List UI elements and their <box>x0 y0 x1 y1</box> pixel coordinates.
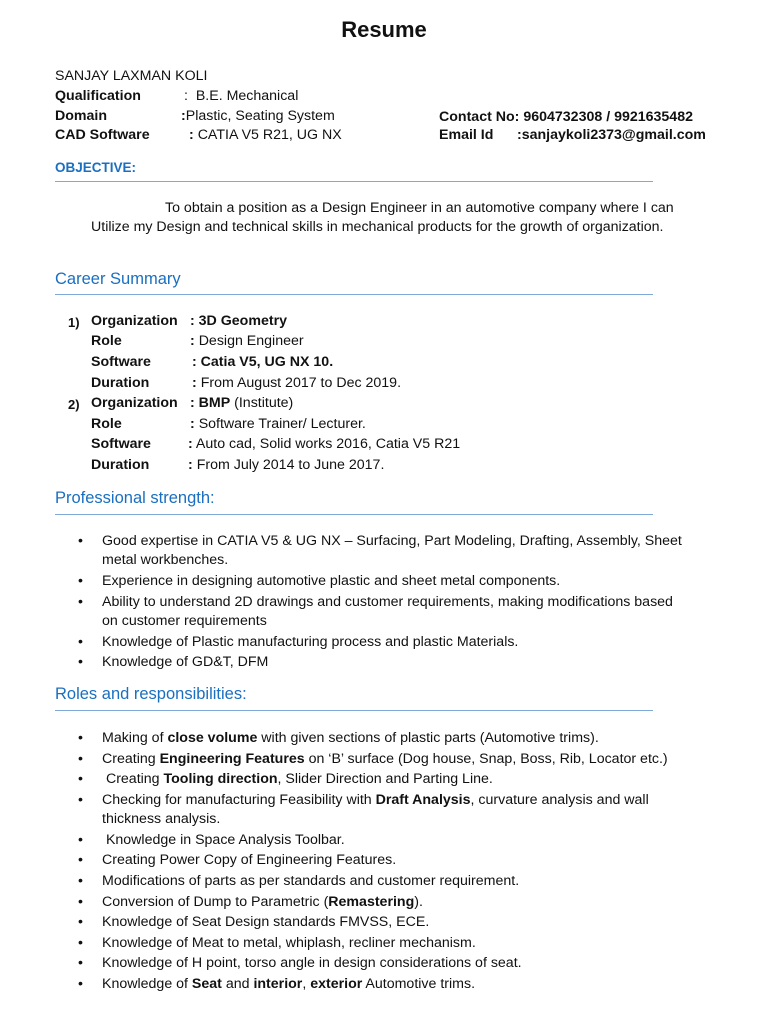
domain-value: Plastic, Seating System <box>185 108 335 124</box>
career-item-1-duration-label: Duration <box>91 375 150 391</box>
objective-text: To obtain a position as a Design Engineer in an automotive company where I can Utilize my Design and technical skills in mechanical products for the growth of organization. <box>91 200 674 235</box>
objective-heading: OBJECTIVE: <box>55 160 137 175</box>
bullet-icon: • <box>78 914 83 930</box>
career-item-2-org-label: Organization <box>91 395 178 411</box>
bullet-icon: • <box>78 894 83 910</box>
domain-label: Domain <box>55 108 108 124</box>
bullet-icon: • <box>78 976 83 992</box>
career-item-2-role-label: Role <box>91 416 122 432</box>
contact-value: 9604732308 / 9921635482 <box>523 109 693 125</box>
career-item-1-org: : 3D Geometry <box>190 313 287 329</box>
career-item-1-software-label: Software <box>91 354 151 370</box>
career-item-2-role: : Software Trainer/ Lecturer. <box>190 416 366 432</box>
career-heading: Career Summary <box>55 270 181 288</box>
bullet-icon: • <box>78 792 83 808</box>
bullet-icon: • <box>78 832 83 848</box>
career-item-2-software-label: Software <box>91 436 151 452</box>
objective-divider <box>55 181 653 182</box>
career-item-1-duration-value: From August 2017 to Dec 2019. <box>200 375 402 391</box>
cad-value: CATIA V5 R21, UG NX <box>197 127 342 143</box>
cad-label: CAD Software <box>55 127 150 143</box>
candidate-name: SANJAY LAXMAN KOLI <box>55 68 208 84</box>
career-item-1-role-value: Design Engineer <box>198 333 304 349</box>
domain-colon: :Plastic, Seating System <box>181 108 335 124</box>
career-item-1-role-label: Role <box>91 333 122 349</box>
career-item-2-role-value: Software Trainer/ Lecturer. <box>198 416 366 432</box>
page-title: Resume <box>341 17 427 42</box>
strength-divider <box>55 514 653 515</box>
bullet-icon: • <box>78 533 83 549</box>
career-item-2-number: 2) <box>68 397 80 412</box>
contact-label: Contact No: <box>439 109 520 125</box>
bullet-icon: • <box>78 873 83 889</box>
qualification-value: B.E. Mechanical <box>195 88 299 104</box>
career-item-2-duration-label: Duration <box>91 457 150 473</box>
bullet-icon: • <box>78 654 83 670</box>
career-divider <box>55 294 653 295</box>
roles-divider <box>55 710 653 711</box>
bullet-icon: • <box>78 594 83 610</box>
career-item-1-org-value: 3D Geometry <box>198 313 287 329</box>
email-value[interactable]: :sanjaykoli2373@gmail.com <box>517 127 706 143</box>
career-item-2-org-suffix: (Institute) <box>230 395 294 411</box>
career-item-1-software-value: Catia V5, UG NX 10. <box>200 354 334 370</box>
career-item-2-org: : BMP (Institute) <box>190 395 294 411</box>
career-item-2-org-value: BMP <box>198 395 231 411</box>
bullet-icon: • <box>78 751 83 767</box>
career-item-1-org-label: Organization <box>91 313 178 329</box>
cad-colon: : CATIA V5 R21, UG NX <box>189 127 342 143</box>
career-item-2-software-value: Auto cad, Solid works 2016, Catia V5 R21 <box>195 436 461 452</box>
qualification-label: Qualification <box>55 88 141 104</box>
bullet-icon: • <box>78 955 83 971</box>
bullet-icon: • <box>78 634 83 650</box>
career-item-2-software: : Auto cad, Solid works 2016, Catia V5 R21 <box>188 436 461 452</box>
contact-row <box>439 109 693 125</box>
career-item-1-number: 1) <box>68 315 80 330</box>
roles-heading: Roles and responsibilities: <box>55 685 247 703</box>
career-item-1-duration: : From August 2017 to Dec 2019. <box>192 375 402 391</box>
strength-heading: Professional strength: <box>55 489 215 507</box>
bullet-icon: • <box>78 771 83 787</box>
career-item-2-duration-value: From July 2014 to June 2017. <box>196 457 385 473</box>
career-item-1-role: : Design Engineer <box>190 333 304 349</box>
bullet-icon: • <box>78 573 83 589</box>
bullet-icon: • <box>78 730 83 746</box>
qualification-colon: : B.E. Mechanical <box>184 88 299 104</box>
career-item-2-duration: : From July 2014 to June 2017. <box>188 457 385 473</box>
bullet-icon: • <box>78 852 83 868</box>
bullet-icon: • <box>78 935 83 951</box>
career-item-1-software: : Catia V5, UG NX 10. <box>192 354 334 370</box>
email-label: Email Id <box>439 127 494 143</box>
